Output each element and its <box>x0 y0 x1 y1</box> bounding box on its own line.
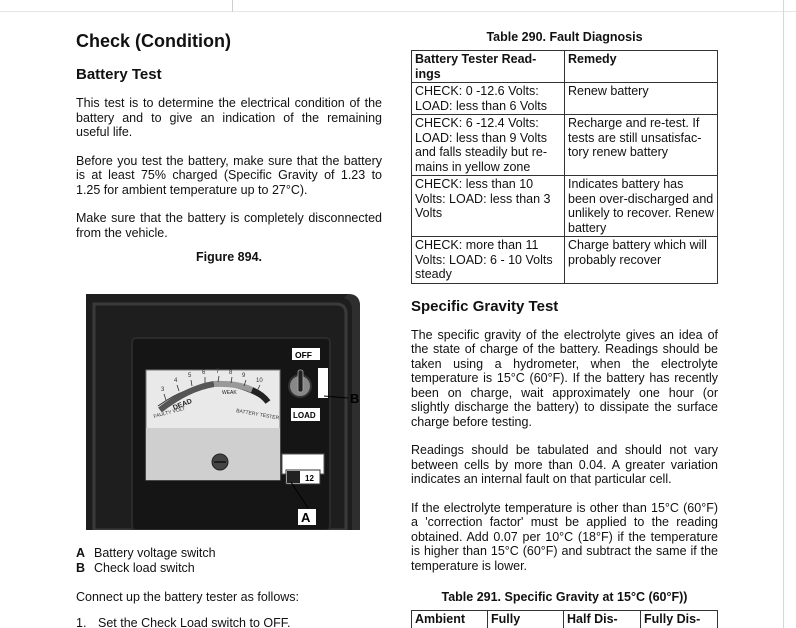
connect-instructions: Connect up the battery tester as follows: <box>76 590 300 604</box>
column-header: Fully Dis- <box>641 611 718 628</box>
meter-right-label: BATTERY TESTER <box>235 408 280 422</box>
meter-lower-face <box>146 428 280 480</box>
meter-number: 6 <box>202 370 206 376</box>
legend-item <box>76 546 382 561</box>
meter-number: 3 <box>161 387 165 393</box>
column-header: Half Dis- <box>564 611 641 628</box>
specific-gravity-heading: Specific Gravity Test <box>411 297 559 315</box>
figure-legend <box>76 546 382 576</box>
load-label: LOAD <box>293 411 316 420</box>
table-row <box>412 83 718 115</box>
reading-cell: CHECK: less than 10 Volts: LOAD: less than 3 Volts <box>412 176 565 237</box>
battery-tester-figure <box>86 290 386 530</box>
table-291 <box>411 590 718 628</box>
battery-test-intro: This test is to determine the electrical condition of the battery and to give an indication of the remaining useful life. <box>76 96 382 139</box>
column-header: Battery Tester Read-ings <box>412 51 565 83</box>
reading-cell: CHECK: 6 -12.4 Volts: LOAD: less than 9 Volts and falls steadily but re-mains in yellow zone <box>412 115 565 176</box>
check-label-plate <box>318 368 328 398</box>
remedy-cell: Indicates battery has been over-discharged and unlikely to recover. Renew battery <box>565 176 718 237</box>
legend-item <box>76 561 382 576</box>
fault-diagnosis-table <box>411 50 718 284</box>
legend-text: Battery voltage switch <box>94 546 216 560</box>
meter-dead-label: DEAD <box>172 397 194 412</box>
table-row <box>412 115 718 176</box>
battery-test-heading: Battery Test <box>76 66 162 83</box>
page-title: Check (Condition) <box>76 31 231 51</box>
meter-number: 7 <box>216 369 220 375</box>
page-top-margin <box>0 0 796 12</box>
table-row <box>412 237 718 284</box>
table-row <box>412 176 718 237</box>
voltage-switch-slider <box>287 471 300 483</box>
battery-charge-note: Before you test the battery, make sure that the battery is at least 75% charged (Specific Gravity of 1.23 to 1.25 for ambient temperature up to 27°C). <box>76 153 382 197</box>
page-divider-notch <box>232 0 233 12</box>
off-label: OFF <box>295 350 312 360</box>
remedy-cell: Charge battery which will probably recover <box>565 237 718 284</box>
step-text: Set the Check Load switch to OFF. <box>98 616 291 628</box>
meter-number: 8 <box>229 370 233 376</box>
table-290-title: Table 290. Fault Diagnosis <box>486 30 643 44</box>
step-1 <box>76 616 382 628</box>
callout-b: B <box>350 391 360 406</box>
specific-gravity-intro: The specific gravity of the electrolyte gives an idea of the state of charge of the battery. Readings should be taken using a hydrometer, when the electrolyte temperature is 15°C (60°F). If the battery has recently been on charge, wait approximately one hour (or slightly discharge the battery) to dissipate the surface charge before testing. <box>411 327 718 429</box>
legend-text: Check load switch <box>94 561 195 575</box>
meter-number: 4 <box>174 378 178 384</box>
column-header: Fully <box>488 611 564 628</box>
table-291-title: Table 291. Specific Gravity at 15°C (60°F)) <box>441 590 688 604</box>
page-right-edge <box>783 0 784 628</box>
disconnect-note: Make sure that the battery is completely disconnected from the vehicle. <box>76 211 382 240</box>
figure-caption: Figure 894. <box>196 250 262 264</box>
remedy-cell: Renew battery <box>565 83 718 115</box>
meter-weak-label: WEAK <box>222 390 237 396</box>
reading-cell: CHECK: more than 11 Volts: LOAD: 6 - 10 Volts steady <box>412 237 565 284</box>
step-number: 1. <box>76 616 87 628</box>
meter-number: 9 <box>242 373 246 379</box>
legend-key: A <box>76 546 86 560</box>
column-header: Remedy <box>565 51 718 83</box>
column-header: Ambient <box>412 611 488 628</box>
specific-gravity-variation: Readings should be tabulated and should not vary between cells by more than 0.04. A greater variation indicates an internal fault on that particular cell. <box>411 443 718 486</box>
specific-gravity-table <box>411 610 718 628</box>
table-header-row <box>412 51 718 83</box>
meter-number: 5 <box>188 373 192 379</box>
specific-gravity-correction: If the electrolyte temperature is other than 15°C (60°F) a 'correction factor' must be applied to the reading obtained. Add 0.07 per 10°C (18°F) if the temperature is higher than 15°C (60°F) and subtract the same if the temperature is lower. <box>411 500 718 573</box>
legend-key: B <box>76 561 86 575</box>
meter-number: 10 <box>256 378 263 384</box>
check-load-switch-lever <box>298 370 303 392</box>
callout-a: A <box>301 510 311 525</box>
meter-left-label: FAULTY VOLT <box>152 405 186 420</box>
reading-cell: CHECK: 0 -12.6 Volts: LOAD: less than 6 Volts <box>412 83 565 115</box>
voltage-switch-text: 12 <box>305 474 314 483</box>
left-column <box>76 30 382 278</box>
remedy-cell: Recharge and re-test. If tests are still unsatisfac-tory renew battery <box>565 115 718 176</box>
table-header-row <box>412 611 718 628</box>
right-column <box>411 30 718 587</box>
